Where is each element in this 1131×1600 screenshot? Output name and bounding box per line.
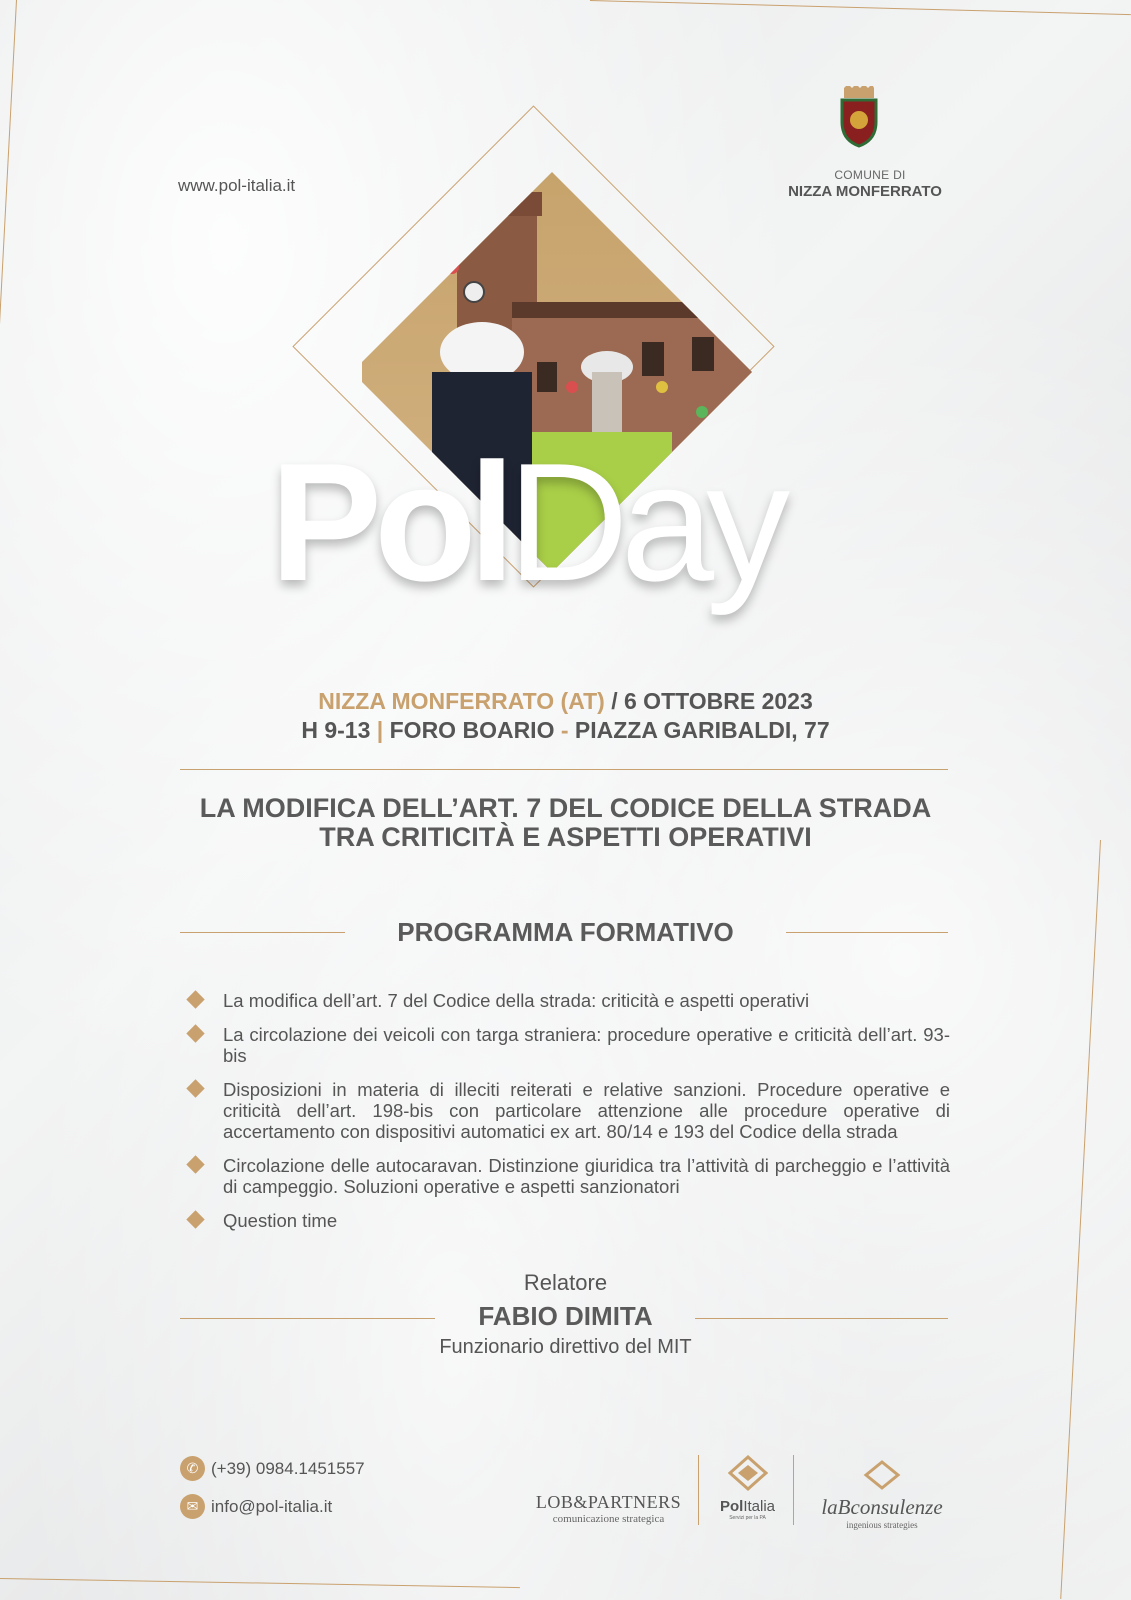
event-venue-line: [0, 717, 1131, 744]
diamond-bullet-icon: [186, 1210, 204, 1228]
divider: [695, 1318, 948, 1319]
divider: [793, 1455, 794, 1525]
event-place: NIZZA MONFERRATO (AT): [318, 688, 605, 714]
labconsulenze-name: laBconsulenze: [821, 1495, 943, 1519]
contact-email[interactable]: [180, 1494, 332, 1519]
phone-icon: ✆: [180, 1456, 205, 1481]
frame-line-left: [0, 0, 17, 759]
labconsulenze-mark-icon: [862, 1460, 902, 1490]
event-date: 6 OTTOBRE 2023: [624, 688, 813, 714]
event-place-date: [0, 688, 1131, 715]
program-list: [185, 990, 950, 1244]
program-item-text: Question time: [223, 1210, 338, 1231]
coat-of-arms-icon: [836, 86, 882, 148]
separator: /: [604, 688, 624, 714]
polday-logo: [270, 428, 783, 616]
program-item-text: Disposizioni in materia di illeciti reiterati e relative sanzioni. Procedure operative e criticità dell’art. 198-bis con particolare attenzione alle procedure operative di accertamento con dispositivi automatici ex art. 80/14 e 193 del Codice della strada: [223, 1079, 950, 1142]
divider: [180, 769, 948, 770]
politalia-tagline: Servizi per la PA: [729, 1515, 766, 1521]
politalia-name: PolItalia: [719, 1498, 776, 1515]
program-item-text: La modifica dell’art. 7 del Codice della strada: criticità e aspetti operativi: [223, 990, 810, 1011]
divider: [698, 1455, 699, 1525]
email-icon: ✉: [180, 1494, 205, 1519]
diamond-bullet-icon: [186, 1024, 204, 1042]
list-item: [185, 990, 950, 1011]
list-item: [185, 1079, 950, 1142]
email-address[interactable]: info@pol-italia.it: [211, 1496, 333, 1516]
politalia-logo: [705, 1455, 790, 1521]
labconsulenze-logo: [802, 1460, 962, 1530]
comune-name: NIZZA MONFERRATO: [788, 183, 942, 200]
frame-line-bottom: [0, 1578, 520, 1588]
phone-number[interactable]: (+39) 0984.1451557: [211, 1458, 365, 1478]
diamond-bullet-icon: [186, 1079, 204, 1097]
program-item-text: La circolazione dei veicoli con targa straniera: procedure operative e criticità dell’art. 93-bis: [223, 1024, 950, 1066]
divider: [786, 932, 948, 933]
list-item: [185, 1155, 950, 1197]
website-url[interactable]: www.pol-italia.it: [178, 176, 296, 195]
separator: -: [554, 717, 575, 743]
list-item: [185, 1210, 950, 1231]
lob-name: LOB&PARTNERS: [535, 1492, 682, 1512]
event-hours: H 9-13: [301, 717, 371, 743]
lob-partners-logo: [526, 1492, 691, 1525]
program-item-text: Circolazione delle autocaravan. Distinzione giuridica tra l’attività di parcheggio e l’attività di campeggio. Soluzioni operative e aspetti sanzionatori: [223, 1155, 950, 1197]
labconsulenze-tagline: ingenious strategies: [846, 1520, 918, 1530]
lob-tagline: comunicazione strategica: [552, 1513, 665, 1525]
diamond-bullet-icon: [186, 990, 204, 1008]
program-title: PROGRAMMA FORMATIVO: [397, 917, 734, 947]
speaker-label: Relatore: [523, 1270, 608, 1295]
comune-label: COMUNE DI: [834, 168, 906, 182]
list-item: [185, 1024, 950, 1066]
frame-line-top: [590, 0, 1131, 15]
event-address: PIAZZA GARIBALDI, 77: [574, 717, 830, 743]
contact-phone[interactable]: [180, 1456, 365, 1481]
politalia-mark-icon: [728, 1455, 768, 1491]
logo-pol: Pol: [270, 428, 508, 616]
speaker-role: Funzionario direttivo del MIT: [439, 1336, 692, 1358]
subject-line-1: LA MODIFICA DELL’ART. 7 DEL CODICE DELLA STRADA: [199, 793, 932, 823]
separator: |: [370, 717, 390, 743]
diamond-bullet-icon: [186, 1155, 204, 1173]
logo-day: Day: [507, 428, 783, 616]
frame-line-right: [1060, 840, 1101, 1599]
event-venue: FORO BOARIO: [389, 717, 555, 743]
speaker-name: FABIO DIMITA: [478, 1301, 653, 1331]
subject-line-2: TRA CRITICITÀ E ASPETTI OPERATIVI: [319, 822, 812, 852]
